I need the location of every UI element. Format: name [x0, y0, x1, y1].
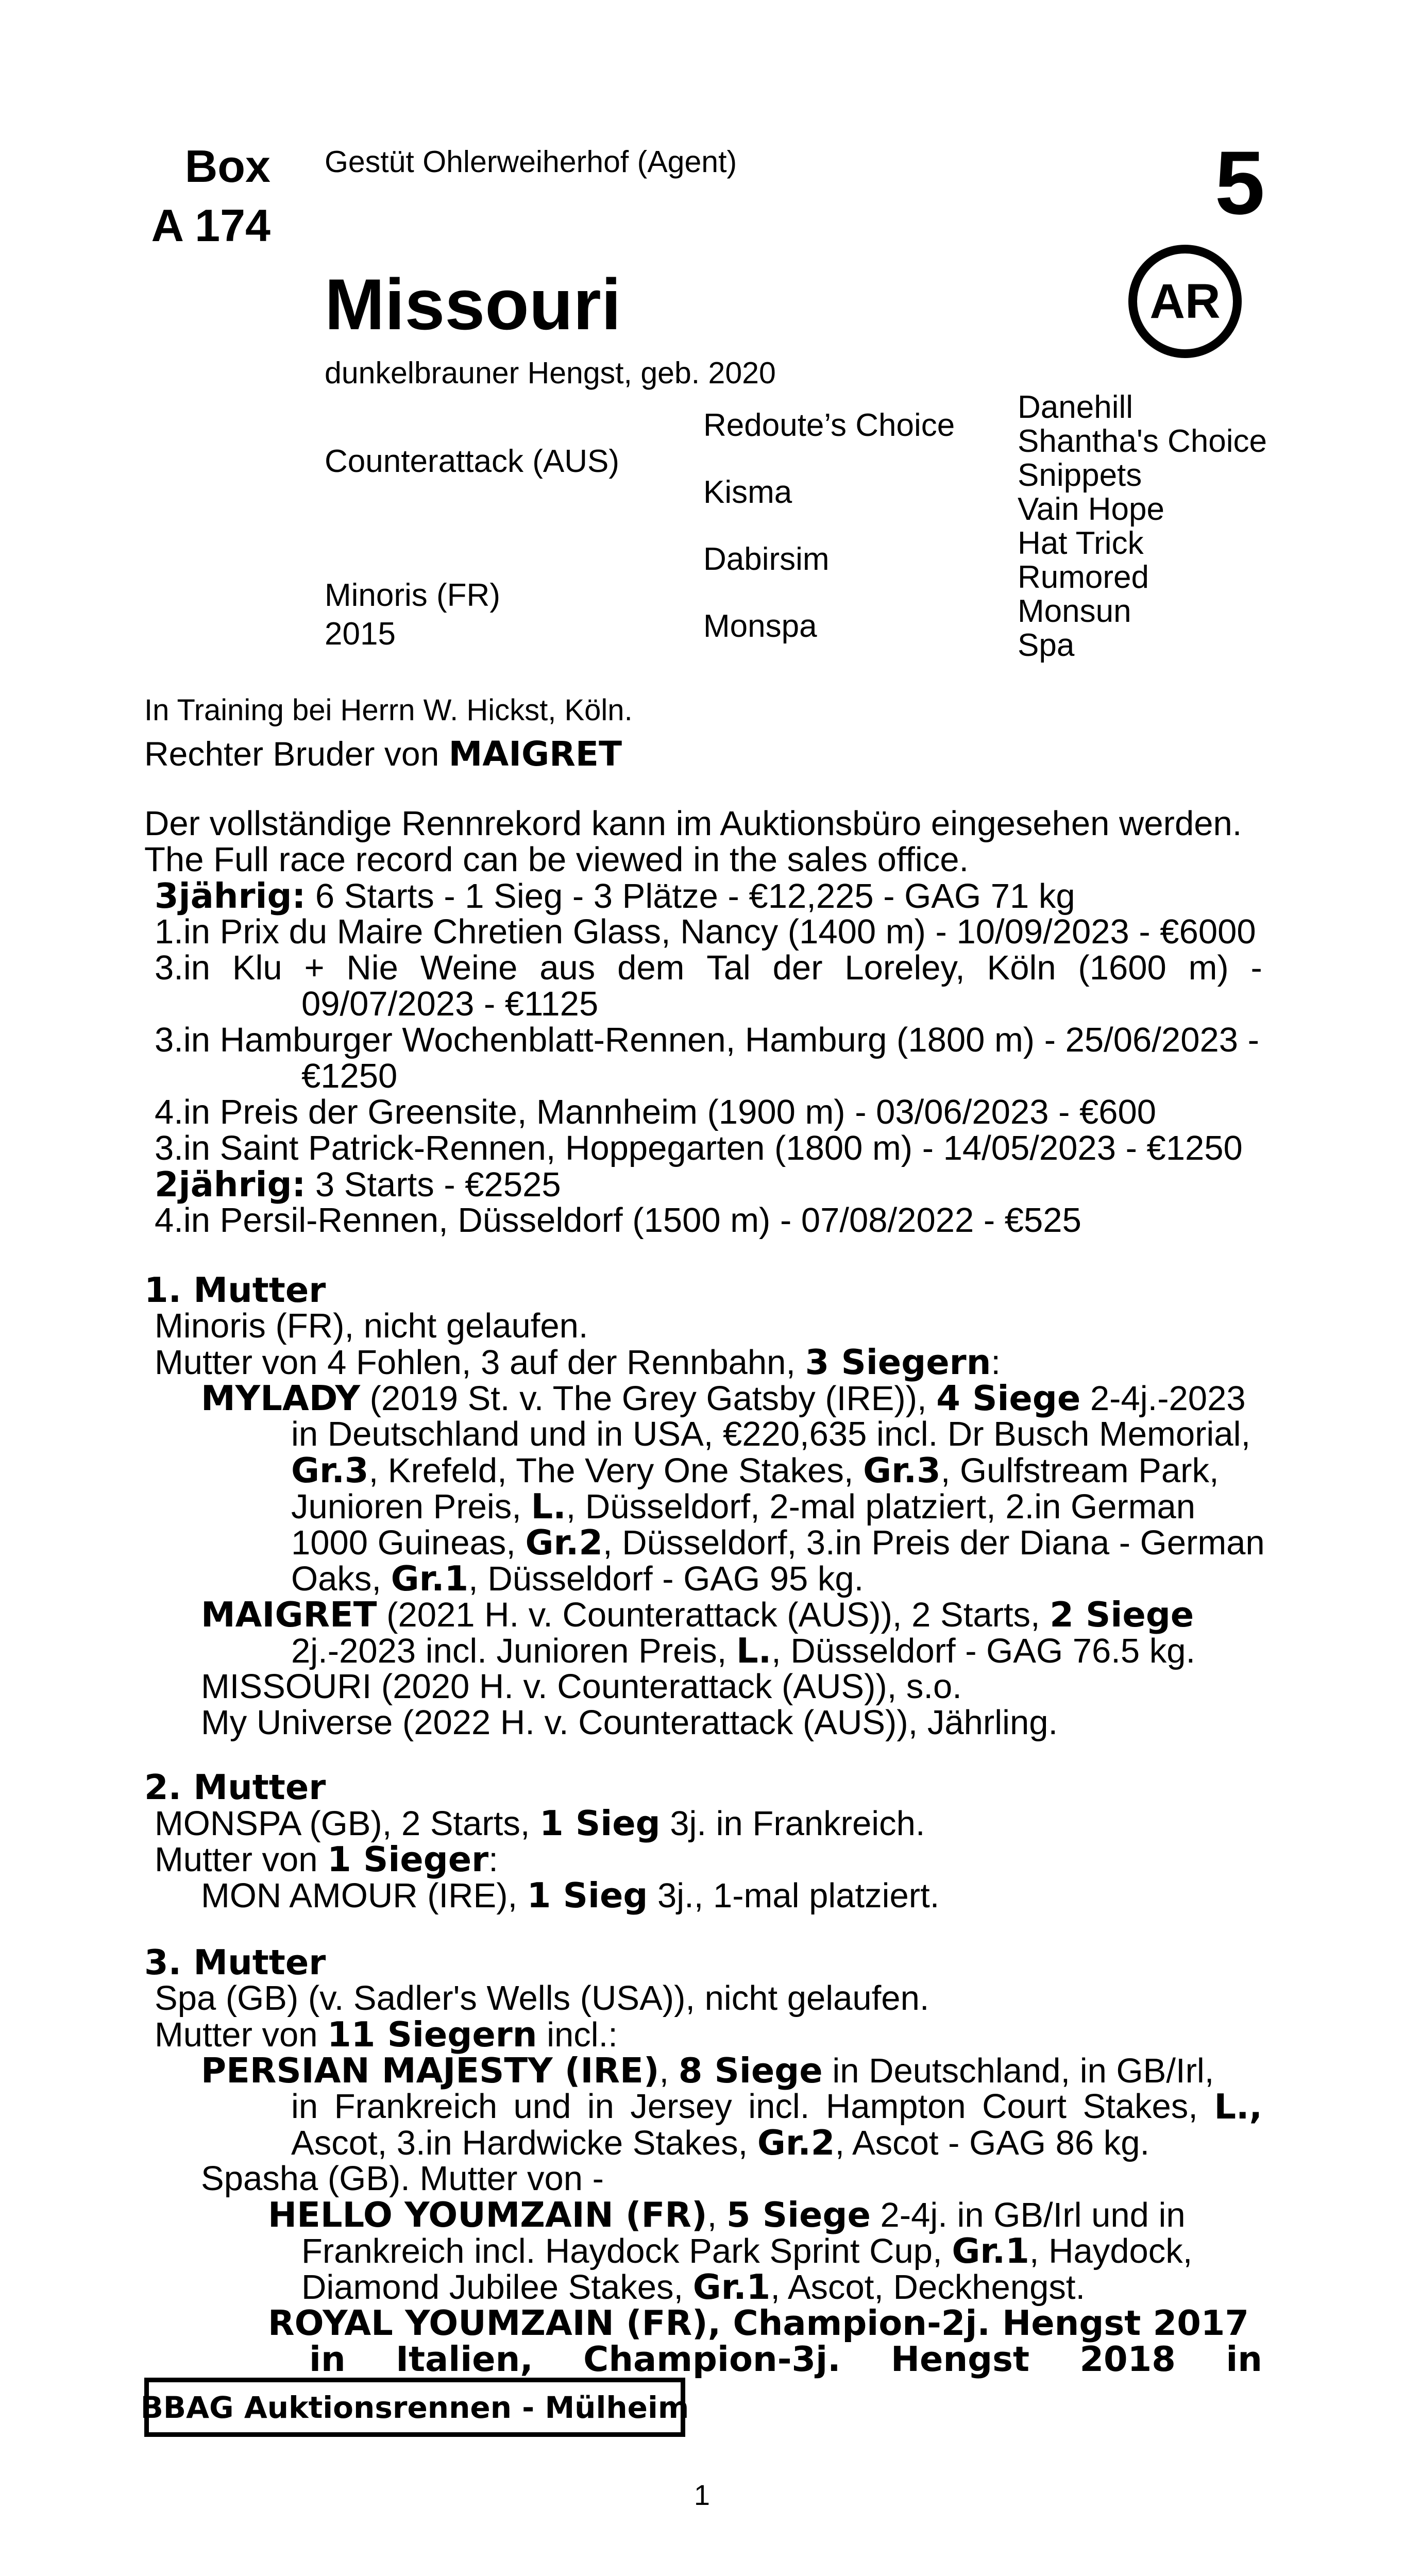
offspring-maigret — [201, 1595, 1194, 1635]
text: (2019 St. v. The Grey Gatsby (IRE)), — [360, 1379, 937, 1418]
record-2yo-summary — [155, 1164, 561, 1205]
race-word: Loreley, — [844, 948, 965, 987]
offspring-line: in Deutschland und in USA, €220,635 incl. Dr Busch Memorial, — [291, 1415, 1251, 1453]
pedigree-ggp-list — [1018, 391, 1267, 663]
page-number: 1 — [693, 2479, 711, 2511]
race-word: (1600 — [1078, 948, 1166, 987]
text: , Gulfstream Park, — [940, 1451, 1219, 1490]
text: 3j., 1-mal platziert. — [648, 1876, 940, 1915]
bold-text: 3 Siegern — [805, 1342, 991, 1382]
grade: Gr.1 — [952, 2231, 1029, 2271]
word: L., — [1214, 2087, 1262, 2127]
race-line-cont: €1250 — [301, 1057, 398, 1095]
ggp-item: Spa — [1018, 628, 1075, 663]
text: : — [991, 1343, 1001, 1382]
ar-badge — [1128, 245, 1242, 358]
word: Court — [982, 2087, 1067, 2126]
word: in — [309, 2339, 346, 2379]
ggp-item: Shantha's Choice — [1018, 423, 1267, 459]
text: 2-4j.-2023 — [1080, 1379, 1246, 1418]
grade: Gr.2 — [525, 1522, 603, 1563]
text: Diamond Jubilee Stakes, — [301, 2268, 693, 2307]
race-word: m) — [1188, 948, 1229, 987]
pedigree-dam-dam: Monspa — [703, 608, 817, 644]
offspring-royal — [268, 2303, 1249, 2343]
offspring-missouri: MISSOURI (2020 H. v. Counterattack (AUS)), s.o. — [201, 1667, 962, 1706]
ggp-item: Danehill — [1018, 389, 1134, 425]
dam1-line: Minoris (FR), nicht gelaufen. — [155, 1307, 588, 1345]
race-eligibility-box — [140, 2378, 689, 2437]
text: , — [707, 2196, 726, 2234]
offspring-line — [291, 1486, 1195, 1527]
offspring-universe: My Universe (2022 H. v. Counterattack (AUS)), Jährling. — [201, 1703, 1058, 1742]
race-word: - — [1250, 948, 1262, 987]
word: Stakes, — [1082, 2087, 1198, 2126]
bold-text: 8 Siege — [678, 2050, 823, 2091]
text: in Deutschland, in GB/Irl, — [822, 2052, 1214, 2090]
offspring-line — [291, 2087, 1262, 2127]
word: Hengst — [890, 2339, 1030, 2379]
grade: Gr.2 — [757, 2123, 835, 2163]
record-intro-de: Der vollständige Rennrekord kann im Auktionsbüro eingesehen werden. — [144, 804, 1242, 843]
word: Frankreich — [334, 2087, 498, 2126]
text: (2021 H. v. Counterattack (AUS)), 2 Starts, — [377, 1596, 1050, 1634]
race-word: Nie — [346, 948, 398, 987]
ggp-item: Rumored — [1018, 560, 1149, 595]
word: incl. — [748, 2087, 810, 2126]
pedigree-sire: Counterattack (AUS) — [325, 444, 619, 479]
grade: Gr.3 — [291, 1450, 369, 1490]
word: Hampton — [825, 2087, 966, 2126]
race-word: der — [772, 948, 823, 987]
race-line — [155, 948, 1262, 988]
text: Junioren Preis, — [291, 1487, 531, 1526]
race-word: Köln — [987, 948, 1056, 987]
text: MONSPA (GB), 2 Starts, — [155, 1804, 540, 1843]
text: 2j.-2023 incl. Junioren Preis, — [291, 1632, 736, 1670]
box-line-2: A 174 — [151, 200, 270, 251]
race-word: dem — [617, 948, 685, 987]
word: Italien, — [396, 2339, 533, 2379]
bold-text: 1 Sieg — [527, 1875, 648, 1916]
word: in — [1226, 2339, 1262, 2379]
bold-text: 4 Siege — [936, 1378, 1081, 1418]
text: 1000 Guineas, — [291, 1523, 526, 1562]
word: und — [513, 2087, 571, 2126]
offspring-name: PERSIAN MAJESTY (IRE) — [201, 2050, 659, 2091]
dam2-line — [155, 1803, 925, 1843]
record-2yo-text: 3 Starts - €2525 — [306, 1165, 561, 1204]
offspring-line — [291, 1631, 1195, 1671]
horse-description: dunkelbrauner Hengst, geb. 2020 — [325, 356, 776, 390]
text: , Düsseldorf - GAG 76.5 kg. — [771, 1632, 1196, 1670]
word: in — [587, 2087, 614, 2126]
grade: L. — [736, 1631, 772, 1671]
box-label — [151, 137, 270, 255]
dam3-line — [155, 2014, 618, 2055]
offspring-line — [291, 2123, 1149, 2163]
race-word: Klu — [232, 948, 282, 987]
word: Jersey — [630, 2087, 732, 2126]
pedigree-sire-dam: Kisma — [703, 474, 792, 510]
text: , Düsseldorf - GAG 95 kg. — [468, 1560, 864, 1598]
text: , — [659, 2052, 679, 2090]
text: : — [488, 1840, 498, 1879]
offspring-hello — [268, 2195, 1186, 2235]
offspring-name: MAIGRET — [201, 1595, 377, 1635]
agent: Gestüt Ohlerweiherhof (Agent) — [325, 145, 737, 179]
text: 3j. in Frankreich. — [660, 1804, 925, 1843]
text: , Haydock, — [1029, 2232, 1193, 2270]
offspring-mylady — [201, 1378, 1246, 1418]
text: Frankreich incl. Haydock Park Sprint Cup, — [301, 2232, 952, 2270]
ar-badge-text: AR — [1149, 274, 1221, 329]
pedigree-sire-sire: Redoute’s Choice — [703, 408, 955, 443]
text: , Krefeld, The Very One Stakes, — [368, 1451, 864, 1490]
text: , Düsseldorf, 2-mal platziert, 2.in German — [566, 1487, 1195, 1526]
race-line: 4.in Persil-Rennen, Düsseldorf (1500 m) - 07/08/2022 - €525 — [155, 1201, 1081, 1240]
race-word: + — [304, 948, 325, 987]
ggp-item: Hat Trick — [1018, 526, 1144, 561]
offspring-name: HELLO YOUMZAIN (FR) — [268, 2195, 707, 2235]
race-word: Weine — [420, 948, 518, 987]
offspring-persian — [201, 2050, 1214, 2091]
text: 2-4j. in GB/Irl und in — [870, 2196, 1186, 2234]
race-word: Tal — [706, 948, 751, 987]
grade: Gr.1 — [692, 2267, 771, 2307]
race-line: 1.in Prix du Maire Chretien Glass, Nancy (1400 m) - 10/09/2023 - €6000 — [155, 912, 1256, 951]
training-info: In Training bei Herrn W. Hickst, Köln. — [144, 693, 633, 727]
race-line: 3.in Saint Patrick-Rennen, Hoppegarten (1800 m) - 14/05/2023 - €1250 — [155, 1129, 1243, 1167]
dam1-heading: 1. Mutter — [144, 1270, 326, 1310]
offspring-line — [291, 1522, 1265, 1563]
offspring-line — [301, 2231, 1192, 2271]
pedigree-dam: Minoris (FR) — [325, 578, 500, 613]
bold-text: 5 Siege — [726, 2195, 871, 2235]
brother-line — [144, 734, 622, 774]
race-word: 3.in — [155, 948, 211, 987]
text: incl.: — [537, 2015, 618, 2054]
ggp-item: Vain Hope — [1018, 492, 1164, 527]
offspring-name: MYLADY — [201, 1378, 360, 1418]
ggp-item: Snippets — [1018, 457, 1142, 493]
text: , Ascot - GAG 86 kg. — [835, 2124, 1150, 2162]
text: Ascot, 3.in Hardwicke Stakes, — [291, 2124, 757, 2162]
box-line-1: Box — [184, 141, 270, 192]
record-intro-en: The Full race record can be viewed in the sales office. — [144, 840, 969, 879]
record-3yo-summary — [155, 876, 1075, 916]
pedigree-dam-sire: Dabirsim — [703, 541, 830, 577]
word: Champion-3j. — [583, 2339, 841, 2379]
bold-text: 11 Siegern — [327, 2014, 537, 2055]
bold-text: , Champion-2j. Hengst 2017 — [707, 2303, 1249, 2343]
offspring-name: ROYAL YOUMZAIN (FR) — [268, 2303, 708, 2343]
text: , Ascot, Deckhengst. — [770, 2268, 1086, 2307]
offspring-line — [309, 2339, 1262, 2379]
word: in — [291, 2087, 318, 2126]
dam1-line — [155, 1342, 1001, 1382]
record-2yo-label: 2jährig: — [155, 1164, 306, 1205]
bold-text: 1 Sieg — [539, 1803, 661, 1843]
record-3yo-label: 3jährig: — [155, 876, 306, 916]
text: Oaks, — [291, 1560, 391, 1598]
offspring-spasha: Spasha (GB). Mutter von - — [201, 2159, 604, 2198]
bold-text: 2 Siege — [1050, 1595, 1194, 1635]
race-line: 3.in Hamburger Wochenblatt-Rennen, Hamburg (1800 m) - 25/06/2023 - — [155, 1021, 1259, 1059]
pedigree-dam-year: 2015 — [325, 616, 396, 652]
dam3-line: Spa (GB) (v. Sadler's Wells (USA)), nicht gelaufen. — [155, 1979, 929, 2018]
horse-name: Missouri — [325, 264, 621, 345]
offspring-line — [301, 2267, 1085, 2307]
race-line-cont: 09/07/2023 - €1125 — [301, 985, 599, 1023]
word: 2018 — [1079, 2339, 1176, 2379]
lot-number: 5 — [1214, 133, 1265, 233]
grade: L. — [531, 1486, 566, 1527]
race-eligibility-text: BBAG Auktionsrennen - Mülheim — [140, 2389, 689, 2425]
text: Mutter von 4 Fohlen, 3 auf der Rennbahn, — [155, 1343, 805, 1382]
dam2-heading: 2. Mutter — [144, 1767, 326, 1807]
race-line: 4.in Preis der Greensite, Mannheim (1900 m) - 03/06/2023 - €600 — [155, 1093, 1157, 1131]
grade: Gr.3 — [863, 1450, 941, 1490]
offspring-line — [291, 1450, 1219, 1490]
text: Mutter von — [155, 2015, 328, 2054]
text: , Düsseldorf, 3.in Preis der Diana - German — [603, 1523, 1265, 1562]
text: Mutter von — [155, 1840, 328, 1879]
record-3yo-text: 6 Starts - 1 Sieg - 3 Plätze - €12,225 - GAG 71 kg — [306, 877, 1075, 916]
text: MON AMOUR (IRE), — [201, 1876, 527, 1915]
dam2-line — [155, 1839, 498, 1879]
ggp-item: Monsun — [1018, 594, 1131, 629]
dam2-offspring — [201, 1875, 939, 1916]
race-word: aus — [539, 948, 596, 987]
brother-prefix: Rechter Bruder von — [144, 735, 449, 773]
brother-name: MAIGRET — [448, 734, 622, 774]
bold-text: 1 Sieger — [327, 1839, 489, 1879]
offspring-line — [291, 1558, 864, 1599]
grade: Gr.1 — [391, 1558, 469, 1599]
dam3-heading: 3. Mutter — [144, 1942, 326, 1982]
